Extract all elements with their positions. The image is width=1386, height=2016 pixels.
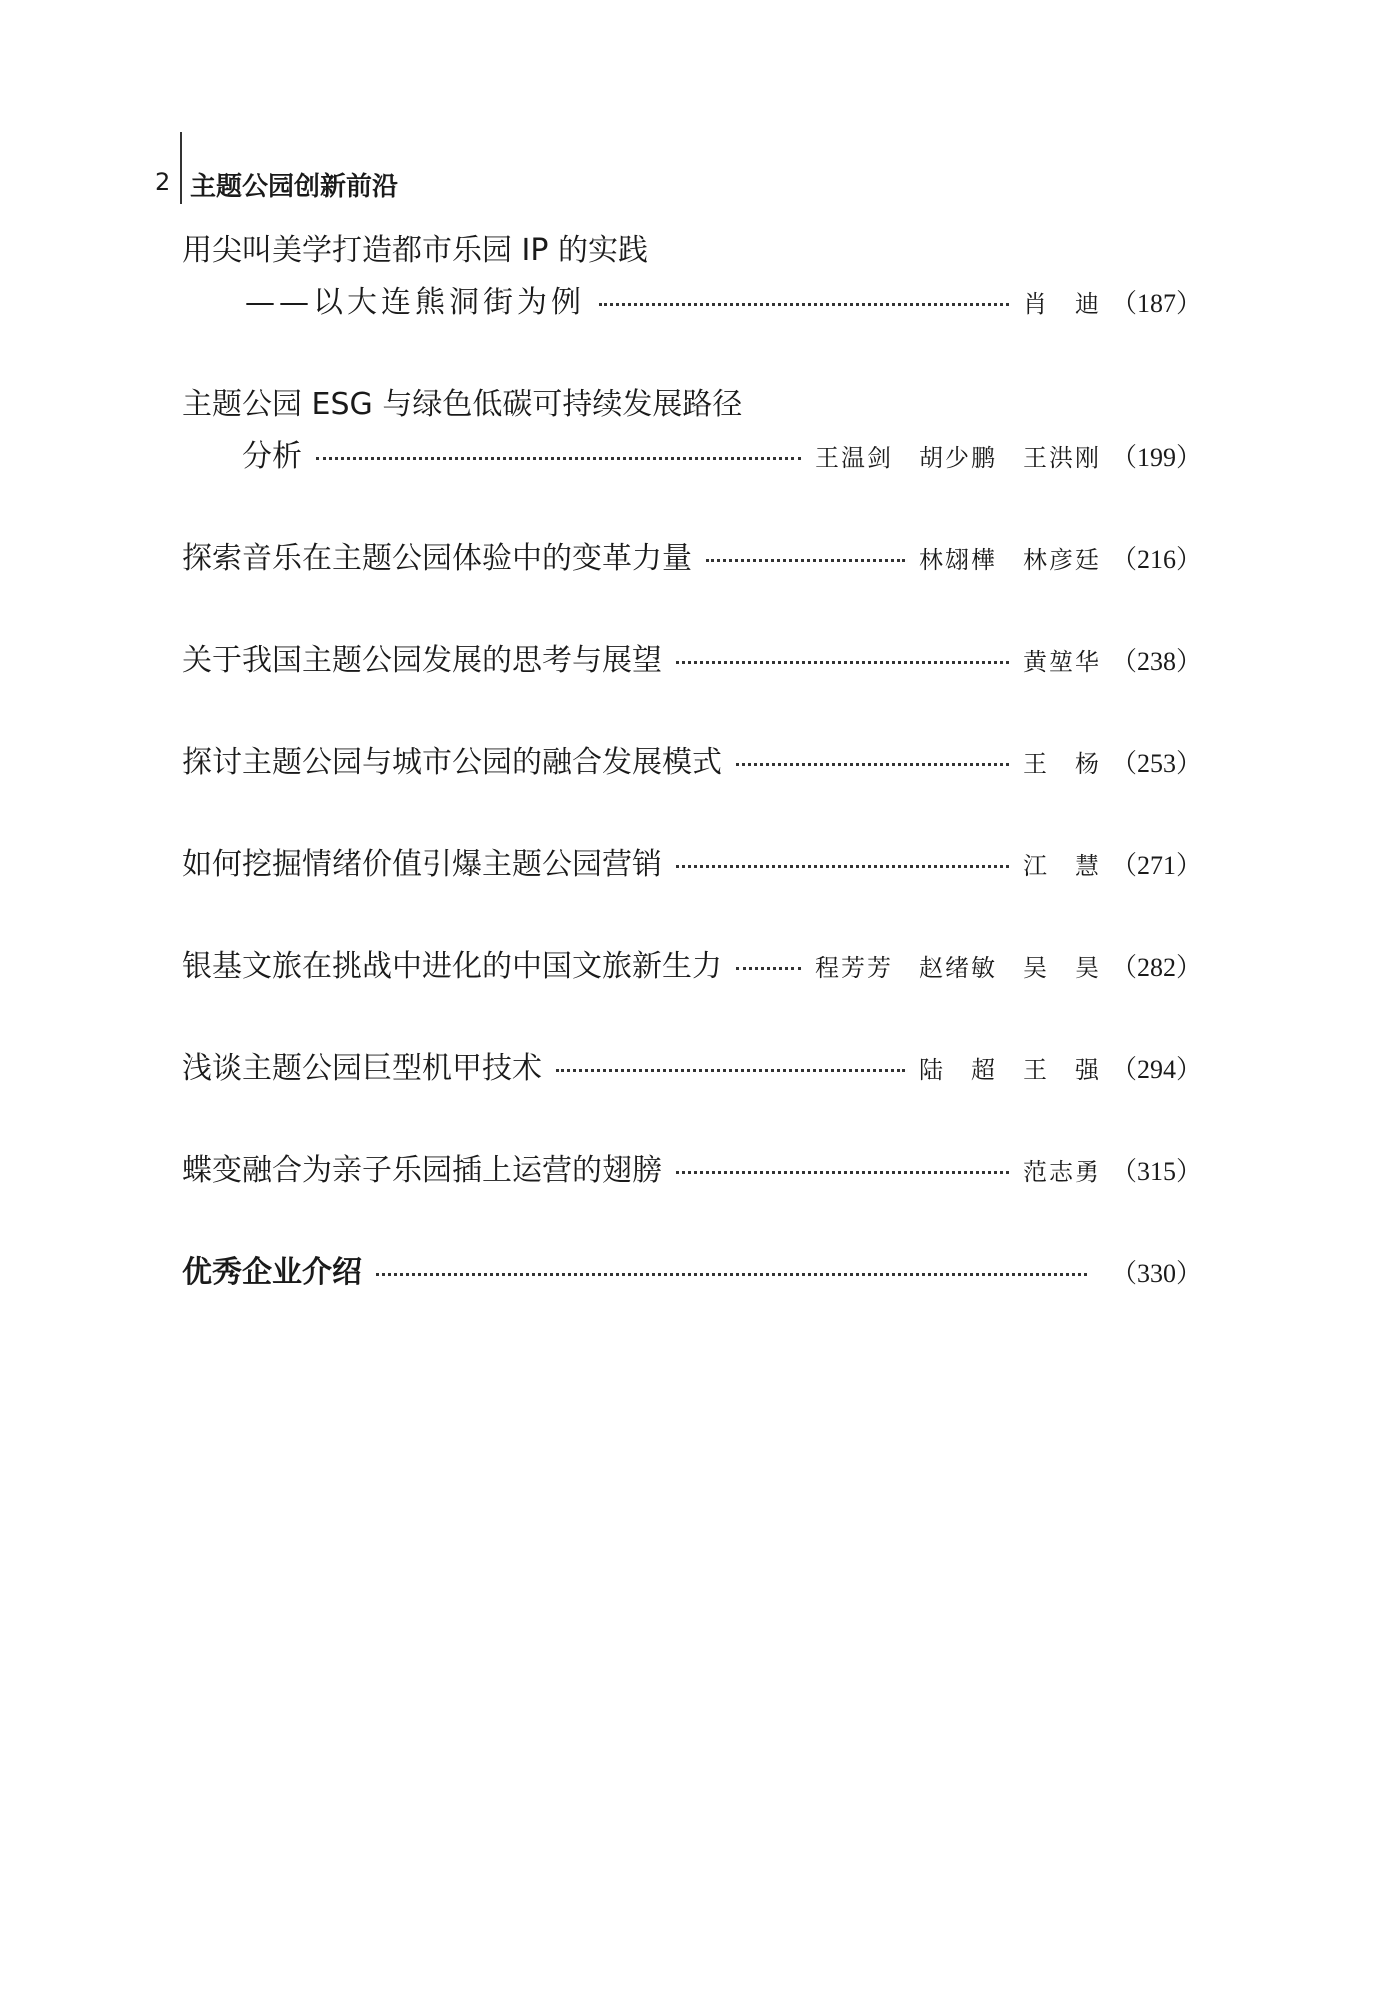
- entry-title[interactable]: 优秀企业介绍: [182, 1255, 362, 1290]
- dot-leader: [736, 967, 801, 970]
- dot-leader: [316, 457, 801, 460]
- toc-entry[interactable]: [182, 1145, 1202, 1197]
- dot-leader: [676, 1171, 1009, 1174]
- entry-title[interactable]: 主题公园 ESG 与绿色低碳可持续发展路径: [182, 387, 743, 422]
- dot-leader: [706, 559, 905, 562]
- entry-title[interactable]: 浅谈主题公园巨型机甲技术: [182, 1051, 542, 1086]
- toc-entry[interactable]: [182, 533, 1202, 585]
- running-book-title: 主题公园创新前沿: [190, 172, 399, 202]
- toc-entry[interactable]: [182, 1247, 1202, 1299]
- dot-leader: [556, 1069, 905, 1072]
- page-number: 2: [155, 168, 171, 196]
- entry-subtitle: ——以大连熊洞街为例: [245, 285, 585, 320]
- entry-page: （199）: [1110, 443, 1202, 472]
- entry-authors: 王温剑 胡少鹏 王洪刚: [814, 444, 1101, 472]
- entry-page: （282）: [1110, 953, 1202, 982]
- entry-page: （216）: [1110, 545, 1202, 574]
- entry-authors: 程芳芳 赵绪敏 吴 昊: [814, 954, 1101, 982]
- table-of-contents: [182, 225, 1202, 1299]
- toc-entry[interactable]: [182, 941, 1202, 993]
- entry-title[interactable]: 用尖叫美学打造都市乐园 IP 的实践: [182, 233, 649, 268]
- entry-title[interactable]: 探讨主题公园与城市公园的融合发展模式: [182, 745, 722, 780]
- entry-title[interactable]: 如何挖掘情绪价值引爆主题公园营销: [182, 847, 662, 882]
- entry-page: （294）: [1110, 1055, 1202, 1084]
- dot-leader: [676, 661, 1009, 664]
- entry-page: （315）: [1110, 1157, 1202, 1186]
- entry-title-continuation: 分析: [242, 439, 302, 474]
- dot-leader: [376, 1273, 1087, 1276]
- toc-entry[interactable]: [182, 737, 1202, 789]
- toc-entry[interactable]: [182, 379, 1202, 483]
- entry-page: （187）: [1110, 289, 1202, 318]
- toc-entry[interactable]: [182, 1043, 1202, 1095]
- entry-authors: 陆 超 王 强: [918, 1056, 1101, 1084]
- entry-authors: 肖 迪: [1022, 290, 1101, 318]
- entry-authors: 黄堃华: [1022, 648, 1101, 676]
- entry-title[interactable]: 银基文旅在挑战中进化的中国文旅新生力: [182, 949, 722, 984]
- toc-entry[interactable]: [182, 225, 1202, 329]
- entry-page: （330）: [1110, 1259, 1202, 1288]
- entry-title[interactable]: 探索音乐在主题公园体验中的变革力量: [182, 541, 692, 576]
- header-divider: [180, 132, 182, 204]
- entry-title[interactable]: 蝶变融合为亲子乐园插上运营的翅膀: [182, 1153, 662, 1188]
- toc-entry[interactable]: [182, 635, 1202, 687]
- entry-page: （238）: [1110, 647, 1202, 676]
- entry-page: （253）: [1110, 749, 1202, 778]
- dot-leader: [599, 303, 1009, 306]
- dot-leader: [736, 763, 1009, 766]
- entry-authors: 林翃樺 林彦廷: [918, 546, 1101, 574]
- entry-page: （271）: [1110, 851, 1202, 880]
- entry-title[interactable]: 关于我国主题公园发展的思考与展望: [182, 643, 662, 678]
- entry-authors: 范志勇: [1022, 1158, 1101, 1186]
- toc-entry[interactable]: [182, 839, 1202, 891]
- dot-leader: [676, 865, 1009, 868]
- entry-authors: 江 慧: [1022, 852, 1101, 880]
- entry-authors: 王 杨: [1022, 750, 1101, 778]
